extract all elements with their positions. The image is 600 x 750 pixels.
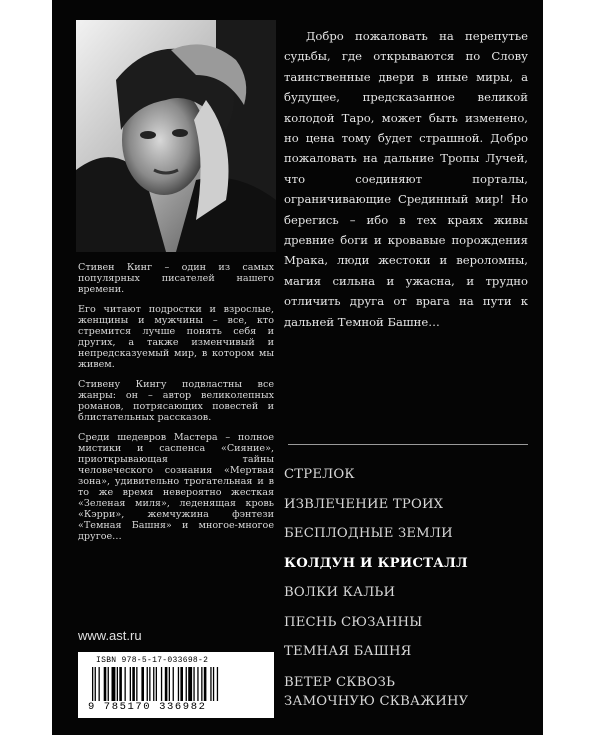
barcode-bar — [165, 667, 168, 701]
series-item-line: ВЕТЕР СКВОЗЬ — [284, 674, 396, 690]
barcode-bar — [210, 667, 211, 701]
series-item: ВОЛКИ КАЛЬИ — [284, 585, 396, 600]
barcode-bar — [141, 667, 144, 701]
barcode-bar — [186, 667, 187, 701]
barcode-bar — [193, 667, 194, 701]
book-back-cover — [52, 0, 543, 735]
barcode-bar — [197, 667, 198, 701]
barcode-bar — [108, 667, 109, 701]
barcode-block — [78, 652, 274, 718]
author-bio — [78, 262, 274, 551]
series-item: ИЗВЛЕЧЕНИЕ ТРОИХ — [284, 496, 444, 512]
barcode-bar — [169, 667, 170, 701]
barcode-bar — [204, 667, 207, 701]
barcode-bar — [147, 667, 148, 701]
series-item-current: КОЛДУН И КРИСТАЛЛ — [284, 555, 468, 571]
barcode-bar — [119, 667, 122, 701]
barcode-bar — [201, 667, 202, 701]
barcode-bar — [117, 667, 118, 701]
barcode-bar — [130, 667, 131, 701]
barcode-bar — [136, 667, 137, 701]
bio-paragraph: Стивену Кингу подвластны все жанры: он – автор великолепных романов, потрясающих повестей и блистательных рассказов. — [78, 379, 274, 423]
barcode-bar — [173, 667, 174, 701]
bio-paragraph: Среди шедевров Мастера – полное мистики и саспенса «Сияние», приоткрывающая тайны человеческого сознания «Мертвая зона», удивительно трогательная и в то же время невероятно жесткая «Зеленая миля», леденящая кровь «Кэрри», жемчужина фэнтези «Темная Башня» и многое-многое другое… — [78, 432, 274, 542]
barcode-bar — [112, 667, 116, 701]
barcode-bar — [156, 667, 157, 701]
series-item: СТРЕЛОК — [284, 467, 355, 482]
barcode-bar — [132, 667, 135, 701]
barcode-bar — [188, 667, 192, 701]
barcode-bar — [99, 667, 100, 701]
barcode-bar — [153, 667, 154, 701]
barcode-bar — [149, 667, 150, 701]
barcode-bar — [104, 667, 107, 701]
barcode-bar — [92, 667, 93, 701]
series-item-line: ЗАМОЧНУЮ СКВАЖИНУ — [284, 693, 469, 709]
barcode-icon — [92, 667, 260, 701]
author-photo — [76, 20, 276, 252]
barcode-digits: 9 785170 336982 — [88, 701, 207, 713]
isbn-text: ISBN 978-5-17-033698-2 — [96, 656, 209, 665]
book-blurb: Добро пожаловать на перепутье судьбы, где открываются по Слову таинственные двери в иные миры, а будущее, предсказанное великой колодой Таро, может быть изменено, но цена тому будет страшной. Добро пожаловать на дальние Тропы Лучей, что соединяют порталы, ограничивающие Срединный мир! Но берегись – ибо в тех краях живы древние боги и кровавые порождения Мрака, люди жестоки и вероломны, магия сильна и ужасна, и трудно отличить друга от врага на пути к дальней Темной Башне… — [284, 29, 528, 329]
publisher-website[interactable]: www.ast.ru — [78, 628, 142, 643]
series-item — [284, 673, 534, 711]
barcode-bar — [161, 667, 162, 701]
barcode-bar — [125, 667, 126, 701]
author-portrait-image — [76, 20, 276, 252]
divider — [288, 444, 528, 445]
bio-paragraph: Стивен Кинг – один из самых популярных писателей нашего времени. — [78, 262, 274, 295]
barcode-bar — [95, 667, 96, 701]
series-item: БЕСПЛОДНЫЕ ЗЕМЛИ — [284, 526, 453, 541]
barcode-bar — [213, 667, 214, 701]
series-list — [284, 466, 534, 711]
barcode-bar — [178, 667, 179, 701]
series-item: ПЕСНЬ СЮЗАННЫ — [284, 614, 423, 630]
series-item: ТЕМНАЯ БАШНЯ — [284, 644, 412, 659]
barcode-bar — [217, 667, 218, 701]
bio-paragraph: Его читают подростки и взрослые, женщины и мужчины – все, кто стремится лучше понять себя и других, а также изменчивый и непредсказуемый мир, в котором мы живем. — [78, 304, 274, 370]
barcode-bar — [180, 667, 183, 701]
